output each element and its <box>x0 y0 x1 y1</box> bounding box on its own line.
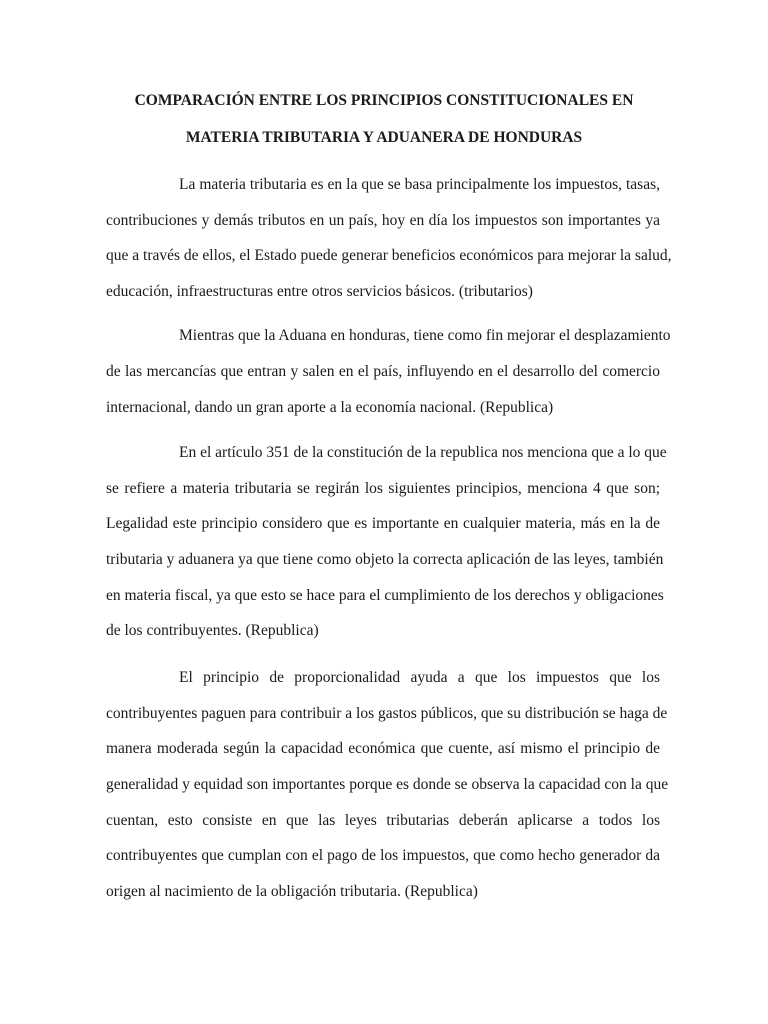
paragraph-line: contribuyentes que cumplan con el pago de los impuestos, que como hecho generador da <box>106 847 660 864</box>
paragraph-line: de los contribuyentes. (Republica) <box>106 622 319 639</box>
paragraph-line: origen al nacimiento de la obligación tributaria. (Republica) <box>106 883 478 900</box>
title-line-1: COMPARACIÓN ENTRE LOS PRINCIPIOS CONSTITUCIONALES EN <box>134 92 634 109</box>
paragraph-line: contribuyentes paguen para contribuir a los gastos públicos, que su distribución se haga de <box>106 705 668 722</box>
paragraph-line: se refiere a materia tributaria se regirán los siguientes principios, menciona 4 que son; <box>106 480 660 497</box>
paragraph-line: internacional, dando un gran aporte a la economía nacional. (Republica) <box>106 399 554 416</box>
paragraph-line: en materia fiscal, ya que esto se hace para el cumplimiento de los derechos y obligaciones <box>106 587 664 604</box>
paragraph-line: Mientras que la Aduana en honduras, tiene como fin mejorar el desplazamiento <box>179 327 671 344</box>
paragraph-line: En el artículo 351 de la constitución de la republica nos menciona que a lo que <box>179 444 667 461</box>
paragraph-line: educación, infraestructuras entre otros servicios básicos. (tributarios) <box>106 283 533 300</box>
paragraph-line: El principio de proporcionalidad ayuda a que los impuestos que los <box>179 669 660 686</box>
paragraph-line: de las mercancías que entran y salen en el país, influyendo en el desarrollo del comercio <box>106 363 660 380</box>
paragraph-line: contribuciones y demás tributos en un país, hoy en día los impuestos son importantes ya <box>106 212 660 229</box>
title-line-2: MATERIA TRIBUTARIA Y ADUANERA DE HONDURAS <box>185 129 583 146</box>
paragraph-line: tributaria y aduanera ya que tiene como objeto la correcta aplicación de las leyes, también <box>106 551 664 568</box>
paragraph-line: que a través de ellos, el Estado puede generar beneficios económicos para mejorar la salud, <box>106 247 672 264</box>
paragraph-line: manera moderada según la capacidad económica que cuente, así mismo el principio de <box>106 740 660 757</box>
paragraph-line: Legalidad este principio considero que es importante en cualquier materia, más en la de <box>106 515 660 532</box>
paragraph-line: La materia tributaria es en la que se basa principalmente los impuestos, tasas, <box>179 176 660 193</box>
paragraph-line: cuentan, esto consiste en que las leyes tributarias deberán aplicarse a todos los <box>106 812 660 829</box>
paragraph-line: generalidad y equidad son importantes porque es donde se observa la capacidad con la que <box>106 776 669 793</box>
